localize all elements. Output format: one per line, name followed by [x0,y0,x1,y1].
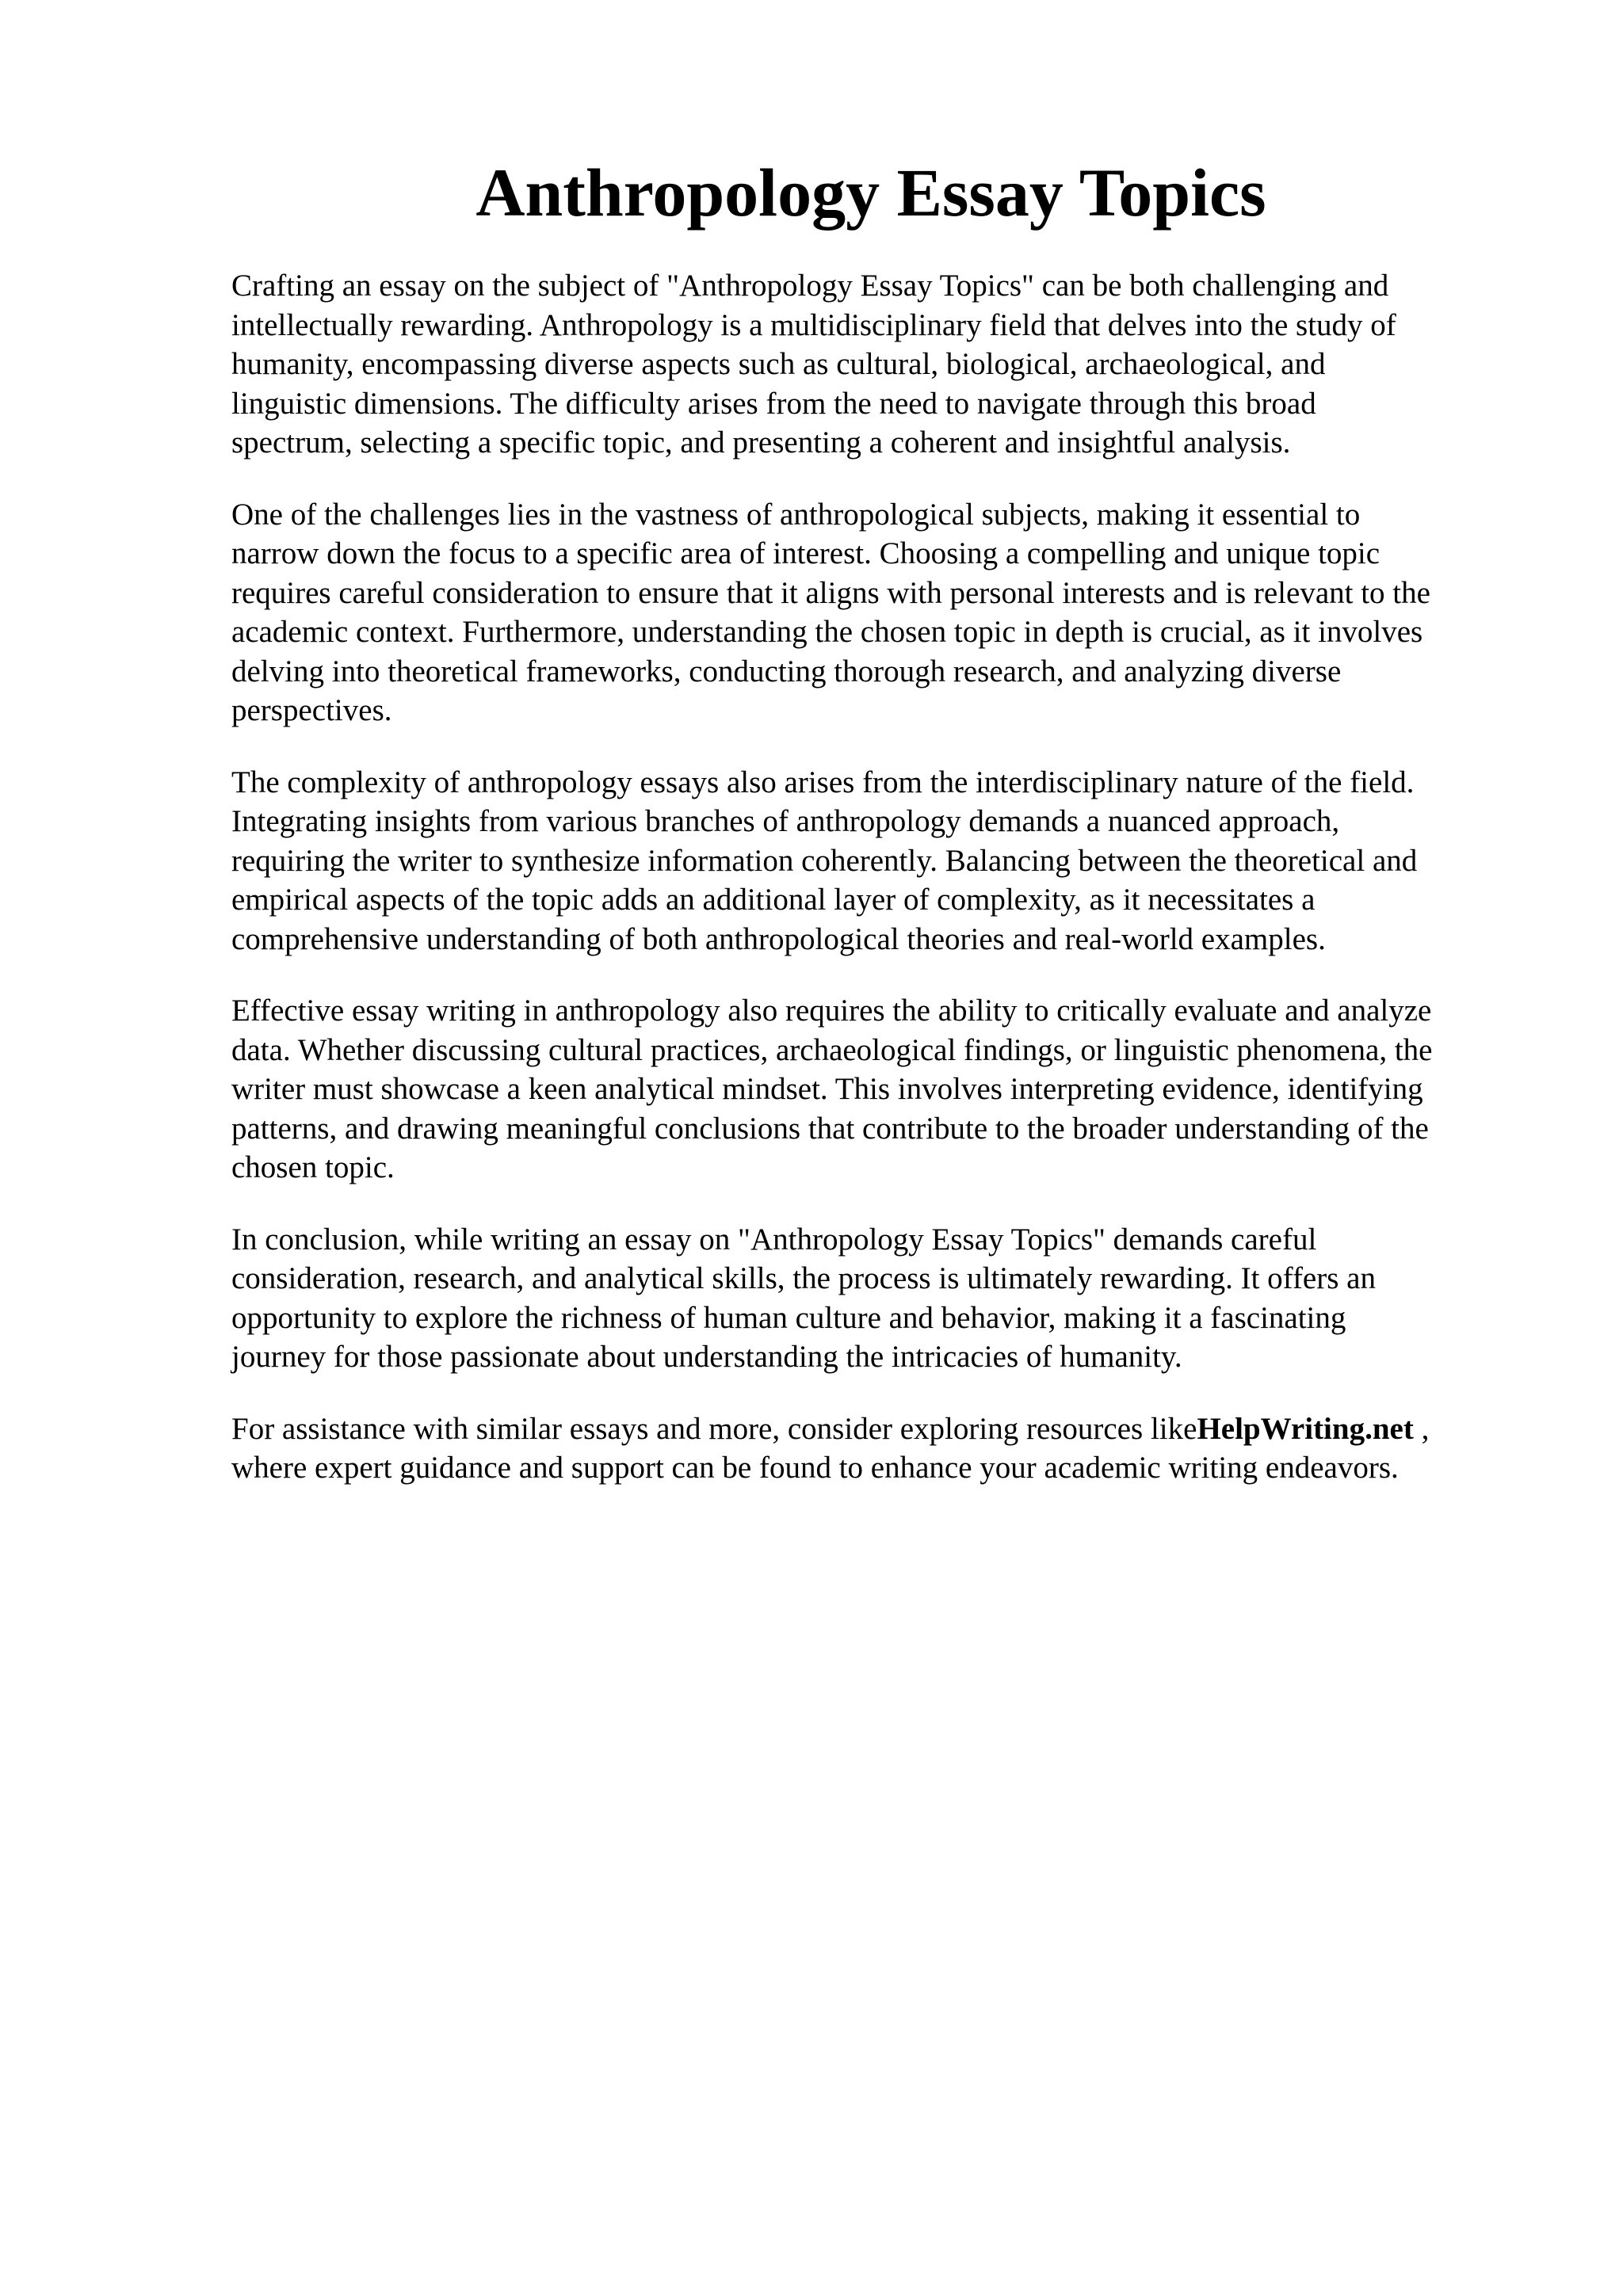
paragraph-line: The complexity of anthropology essays also arises from the interdisciplinary nature of the field. [231,765,1415,799]
paragraph-2 [231,495,1531,730]
paragraph-line: consideration, research, and analytical skills, the process is ultimately rewarding. It offers an [231,1261,1376,1295]
paragraph-line: patterns, and drawing meaningful conclusions that contribute to the broader understanding of the [231,1111,1429,1146]
paragraph-line: journey for those passionate about understanding the intricacies of humanity. [231,1340,1182,1374]
paragraph-1 [231,266,1531,463]
paragraph-line: Crafting an essay on the subject of "Anthropology Essay Topics" can be both challenging and [231,269,1389,303]
paragraph-line: intellectually rewarding. Anthropology is a multidisciplinary field that delves into the study of [231,307,1396,342]
paragraph-4 [231,991,1531,1188]
paragraph-line: opportunity to explore the richness of human culture and behavior, making it a fascinating [231,1300,1346,1335]
paragraph-line: humanity, encompassing diverse aspects such as cultural, biological, archaeological, and [231,347,1326,381]
paragraph-line: requiring the writer to synthesize information coherently. Balancing between the theoretical and [231,843,1418,878]
paragraph-5 [231,1220,1531,1377]
paragraph-line: academic context. Furthermore, understanding the chosen topic in depth is crucial, as it involves [231,615,1423,649]
closing-line-2: where expert guidance and support can be found to enhance your academic writing endeavors. [231,1451,1399,1485]
paragraph-line: Integrating insights from various branches of anthropology demands a nuanced approach, [231,804,1340,838]
paragraph-line: chosen topic. [231,1150,395,1184]
paragraph-line: linguistic dimensions. The difficulty arises from the need to navigate through this broad [231,386,1316,421]
closing-prefix: For assistance with similar essays and more, consider exploring resources like [231,1411,1197,1446]
paragraph-line: Effective essay writing in anthropology also requires the ability to critically evaluate and analyze [231,994,1432,1028]
paragraph-line: comprehensive understanding of both anthropological theories and real-world examples. [231,921,1326,956]
paragraph-line: writer must showcase a keen analytical mindset. This involves interpreting evidence, identifying [231,1072,1423,1106]
paragraph-line: delving into theoretical frameworks, conducting thorough research, and analyzing diverse [231,654,1342,688]
paragraph-line: In conclusion, while writing an essay on "Anthropology Essay Topics" demands careful [231,1222,1317,1257]
paragraph-line: requires careful consideration to ensure that it aligns with personal interests and is relevant to the [231,575,1430,610]
closing-paragraph [231,1409,1531,1488]
paragraph-line: empirical aspects of the topic adds an additional layer of complexity, as it necessitates a [231,883,1316,917]
paragraph-3 [231,763,1531,959]
paragraph-line: One of the challenges lies in the vastness of anthropological subjects, making it essential to [231,497,1361,532]
paragraph-line: narrow down the focus to a specific area of interest. Choosing a compelling and unique topic [231,536,1381,570]
document-body [231,266,1531,1520]
closing-line-1 [231,1409,1531,1449]
document-title: Anthropology Essay Topics [475,154,1266,231]
paragraph-line: spectrum, selecting a specific topic, and presenting a coherent and insightful analysis. [231,425,1291,460]
closing-suffix: , [1413,1411,1430,1446]
helpwriting-link[interactable]: HelpWriting.net [1197,1411,1414,1446]
paragraph-line: data. Whether discussing cultural practices, archaeological findings, or linguistic phenomena, the [231,1032,1433,1067]
paragraph-line: perspectives. [231,693,392,727]
